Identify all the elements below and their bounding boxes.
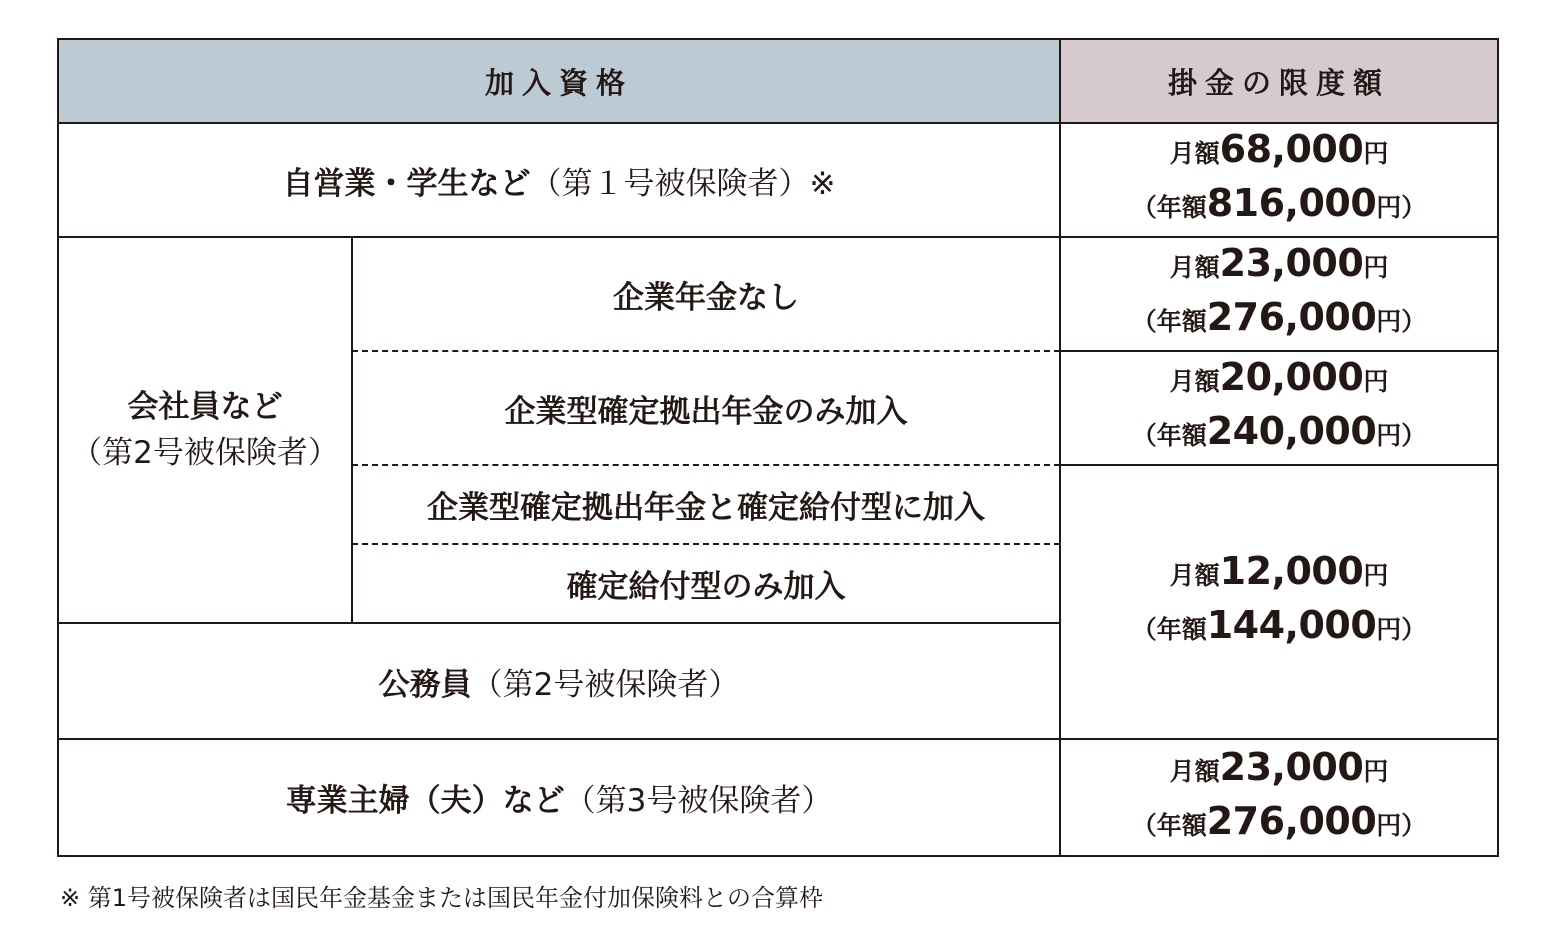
amount-dc-only	[1060, 351, 1498, 465]
monthly-line	[1170, 548, 1389, 602]
yearly-line	[1132, 180, 1427, 234]
dc-only-label: 企業型確定拠出年金のみ加入	[504, 393, 908, 430]
monthly-prefix: 月額	[1169, 253, 1220, 282]
monthly-prefix: 月額	[1169, 561, 1220, 590]
row-dc-and-db	[352, 465, 1060, 544]
yen-unit-close: 円）	[1376, 421, 1427, 450]
yearly-value: 276,000	[1206, 798, 1377, 843]
monthly-line	[1170, 354, 1389, 408]
employee-group-category: （第2号被保険者）	[71, 435, 339, 471]
row1-bottom-border	[58, 236, 1498, 238]
table-top-border	[58, 38, 1498, 40]
row-homemaker	[58, 739, 1060, 856]
monthly-prefix: 月額	[1169, 139, 1220, 168]
yearly-prefix: （年額	[1131, 193, 1207, 222]
civil-servant-label: 公務員	[378, 666, 472, 703]
dashed-divider	[352, 464, 1060, 466]
row-self-employed	[58, 123, 1060, 237]
footnote: ※ 第1号被保険者は国民年金基金または国民年金付加保険料との合算枠	[60, 884, 824, 912]
monthly-value: 68,000	[1219, 127, 1364, 171]
column-divider	[1059, 38, 1061, 857]
no-corporate-pension-label: 企業年金なし	[613, 279, 799, 316]
homemaker-label: 専業主婦（夫）など	[285, 783, 565, 819]
monthly-prefix: 月額	[1169, 756, 1220, 786]
yearly-prefix: （年額	[1131, 810, 1207, 840]
amount-db-and-civil	[1060, 465, 1498, 739]
yearly-line	[1132, 602, 1427, 656]
yen-unit-close: 円）	[1376, 193, 1427, 222]
monthly-line	[1170, 240, 1389, 294]
yearly-line	[1132, 294, 1427, 348]
db-only-label: 確定給付型のみ加入	[566, 569, 846, 605]
monthly-prefix: 月額	[1169, 367, 1220, 396]
amount-homemaker	[1060, 739, 1498, 856]
dashed-divider	[352, 350, 1060, 352]
yen-unit-close: 円）	[1376, 615, 1427, 644]
header-bottom-border	[58, 122, 1498, 124]
yen-unit: 円	[1363, 367, 1389, 396]
row-dc-only	[352, 351, 1060, 465]
yen-unit: 円	[1363, 253, 1389, 282]
employee-group-label: 会社員など	[127, 389, 283, 425]
header-limit-label: 掛金の限度額	[1167, 65, 1390, 100]
amount-divider	[1060, 464, 1498, 466]
monthly-value: 23,000	[1219, 241, 1364, 285]
yearly-value: 240,000	[1206, 409, 1377, 453]
monthly-value: 23,000	[1219, 744, 1364, 789]
row-no-corporate-pension	[352, 237, 1060, 351]
yearly-line	[1132, 408, 1427, 462]
header-eligibility-label: 加入資格	[484, 65, 633, 100]
header-limit	[1060, 39, 1498, 123]
sub-column-divider	[351, 236, 353, 623]
dc-and-db-label: 企業型確定拠出年金と確定給付型に加入	[427, 490, 985, 526]
yearly-value: 816,000	[1206, 181, 1377, 225]
monthly-line	[1170, 744, 1389, 798]
self-employed-label: 自営業・学生など	[282, 165, 531, 202]
header-eligibility	[58, 39, 1060, 123]
row-employee-group	[58, 237, 352, 623]
monthly-value: 20,000	[1219, 355, 1364, 399]
row-db-only	[352, 544, 1060, 623]
yearly-line	[1132, 798, 1427, 852]
monthly-line	[1170, 126, 1389, 180]
dashed-divider	[352, 543, 1060, 545]
table-right-border	[1497, 38, 1499, 857]
yen-unit-close: 円）	[1376, 307, 1427, 336]
yearly-prefix: （年額	[1131, 421, 1207, 450]
yen-unit: 円	[1363, 561, 1389, 590]
civil-servant-bottom-border	[58, 738, 1498, 740]
amount-self-employed	[1060, 123, 1498, 237]
employee-group-bottom-border	[58, 622, 1060, 624]
yearly-value: 276,000	[1206, 295, 1377, 339]
yen-unit: 円	[1363, 756, 1389, 786]
self-employed-category: （第１号被保険者）※	[530, 165, 836, 202]
amount-divider	[1060, 350, 1498, 352]
yearly-prefix: （年額	[1131, 615, 1207, 644]
table-left-border	[57, 38, 59, 857]
yearly-value: 144,000	[1206, 603, 1377, 647]
homemaker-category: （第3号被保険者）	[564, 783, 833, 819]
civil-servant-category: （第2号被保険者）	[471, 666, 740, 703]
yearly-prefix: （年額	[1131, 307, 1207, 336]
monthly-value: 12,000	[1219, 549, 1364, 593]
table-bottom-border	[58, 855, 1498, 857]
yen-unit: 円	[1363, 139, 1389, 168]
row-civil-servant	[58, 623, 1060, 739]
amount-no-corporate-pension	[1060, 237, 1498, 351]
yen-unit-close: 円）	[1376, 810, 1427, 840]
